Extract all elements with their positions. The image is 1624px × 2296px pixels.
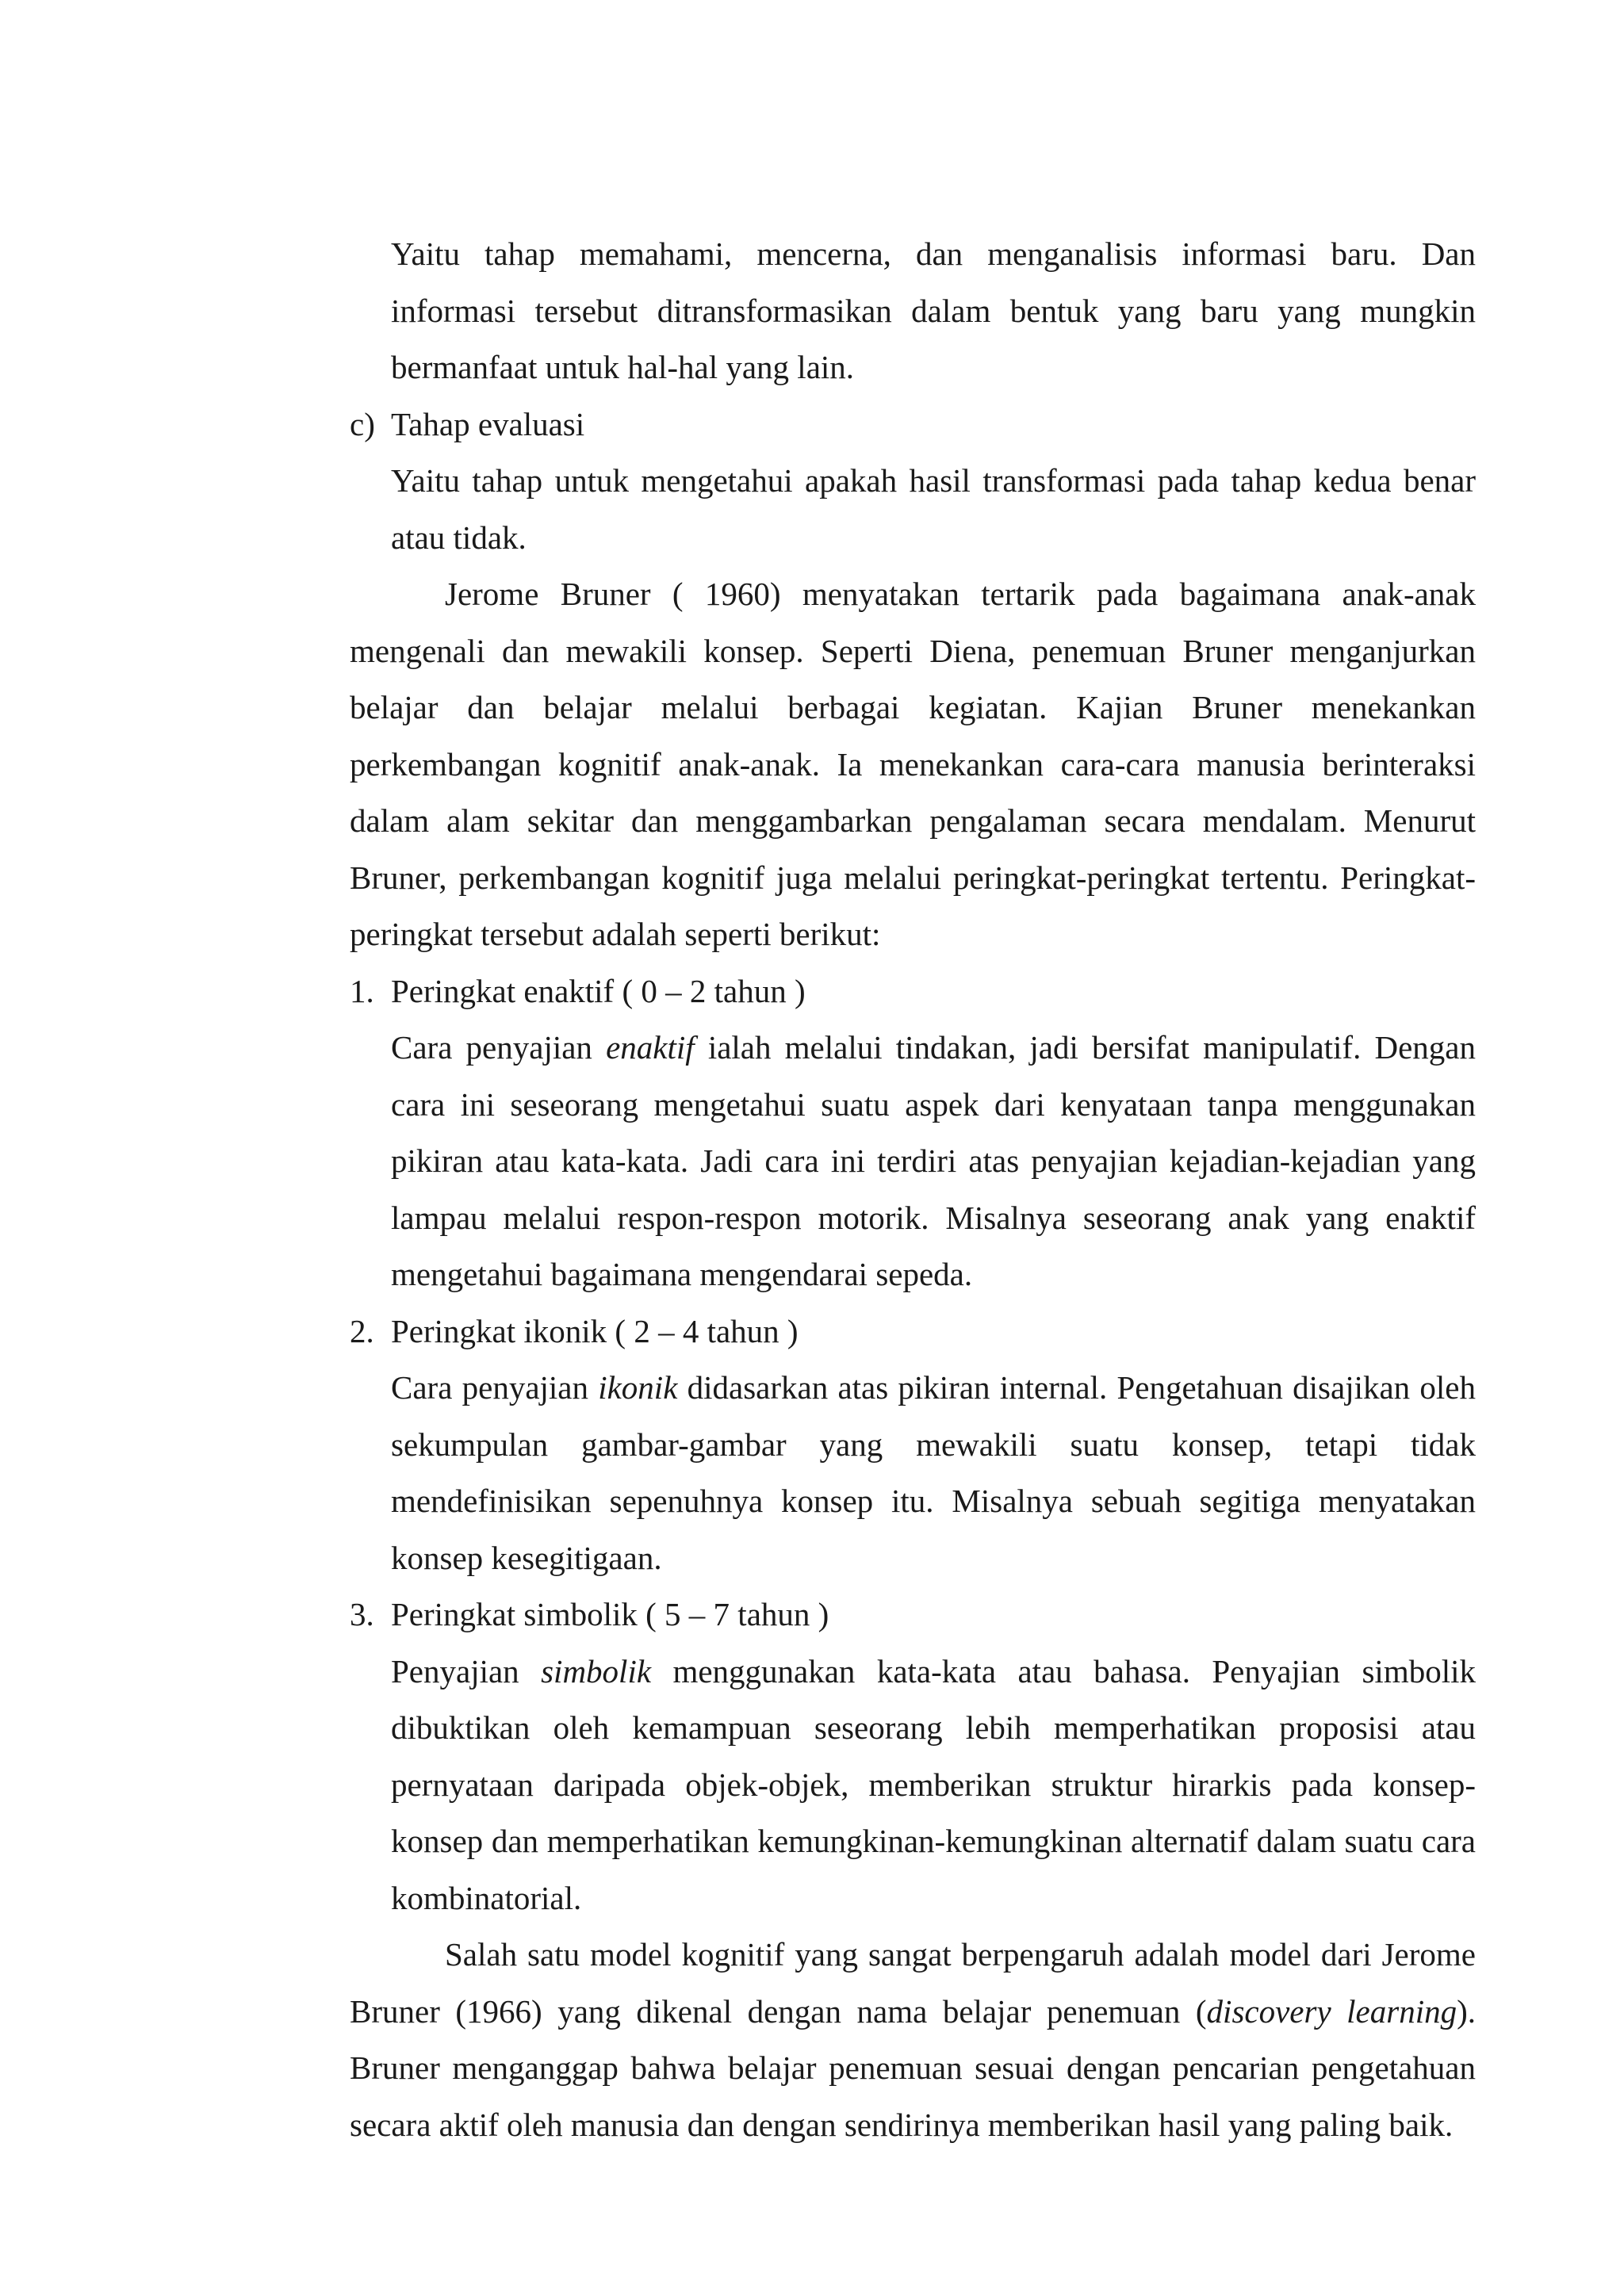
item-1-body	[391, 1020, 1476, 1303]
item-3-body-after: menggunakan kata-kata atau bahasa. Penyajian simbolik dibuktikan oleh kemampuan seseorang lebih memperhatikan proposisi atau pernyataan daripada objek-objek, memberikan struktur hirarkis pada konsep-konsep dan memperhatikan kemungkinan-kemungkinan alternatif dalam suatu cara kombinatorial.	[391, 1652, 1476, 1916]
item-2-body-before: Cara penyajian	[391, 1369, 599, 1406]
item-1-heading	[350, 963, 1476, 1020]
item-3-heading	[350, 1586, 1476, 1644]
item-2-body	[391, 1360, 1476, 1586]
item-c-title: Tahap evaluasi	[391, 405, 585, 442]
item-1-title: Peringkat enaktif ( 0 – 2 tahun )	[391, 972, 806, 1009]
bruner-1966-before: Salah satu model kognitif yang sangat berpengaruh adalah model dari Jerome Bruner (1966) yang dikenal dengan nama belajar penemuan (	[350, 1936, 1476, 2030]
item-c-label: c)	[350, 405, 375, 442]
item-1-body-term: enaktif	[606, 1029, 695, 1066]
item-c-heading	[350, 396, 1476, 453]
item-1-body-after: ialah melalui tindakan, jadi bersifat manipulatif. Dengan cara ini seseorang mengetahui suatu aspek dari kenyataan tanpa menggunakan pikiran atau kata-kata. Jadi cara ini terdiri atas penyajian kejadian-kejadian yang lampau melalui respon-respon motorik. Misalnya seseorang anak yang enaktif mengetahui bagaimana mengendarai sepeda.	[391, 1029, 1476, 1292]
item-2-title: Peringkat ikonik ( 2 – 4 tahun )	[391, 1312, 799, 1349]
item-1-label: 1.	[350, 972, 374, 1009]
item-c-body: Yaitu tahap untuk mengetahui apakah hasil transformasi pada tahap kedua benar atau tidak.	[391, 462, 1476, 556]
item-3-body-before: Penyajian	[391, 1652, 542, 1689]
item-3-label: 3.	[350, 1596, 374, 1632]
bruner-1960-paragraph: Jerome Bruner ( 1960) menyatakan tertarik pada bagaimana anak-anak mengenali dan mewakili konsep. Seperti Diena, penemuan Bruner menganjurkan belajar dan belajar melalui berbagai kegiatan. Kajian Bruner menekankan perkembangan kognitif anak-anak. Ia menekankan cara-cara manusia berinteraksi dalam alam sekitar dan menggambarkan pengalaman secara mendalam. Menurut Bruner, perkembangan kognitif juga melalui peringkat-peringkat tertentu. Peringkat-peringkat tersebut adalah seperti berikut:	[350, 576, 1476, 952]
page-content	[350, 226, 1476, 2153]
item-2-body-after: didasarkan atas pikiran internal. Pengetahuan disajikan oleh sekumpulan gambar-gambar yang mewakili suatu konsep, tetapi tidak mendefinisikan sepenuhnya konsep itu. Misalnya sebuah segitiga menyatakan konsep kesegitigaan.	[391, 1369, 1476, 1576]
item-2-heading	[350, 1303, 1476, 1360]
item-3-body	[391, 1644, 1476, 1927]
item-1-body-before: Cara penyajian	[391, 1029, 607, 1066]
item-2-body-term: ikonik	[598, 1369, 678, 1406]
bruner-1966-after: ). Bruner menganggap bahwa belajar penemuan sesuai dengan pencarian pengetahuan secara aktif oleh manusia dan dengan sendirinya memberikan hasil yang paling baik.	[350, 1992, 1477, 2143]
item-3-title: Peringkat simbolik ( 5 – 7 tahun )	[391, 1596, 829, 1632]
item-2-label: 2.	[350, 1312, 374, 1349]
bruner-1966-paragraph	[350, 1927, 1476, 2153]
bruner-1966-term: discovery learning	[1206, 1992, 1457, 2030]
transformation-paragraph: Yaitu tahap memahami, mencerna, dan menganalisis informasi baru. Dan informasi tersebut ditransformasikan dalam bentuk yang baru yang mungkin bermanfaat untuk hal-hal yang lain.	[391, 235, 1476, 385]
item-3-body-term: simbolik	[541, 1652, 652, 1689]
